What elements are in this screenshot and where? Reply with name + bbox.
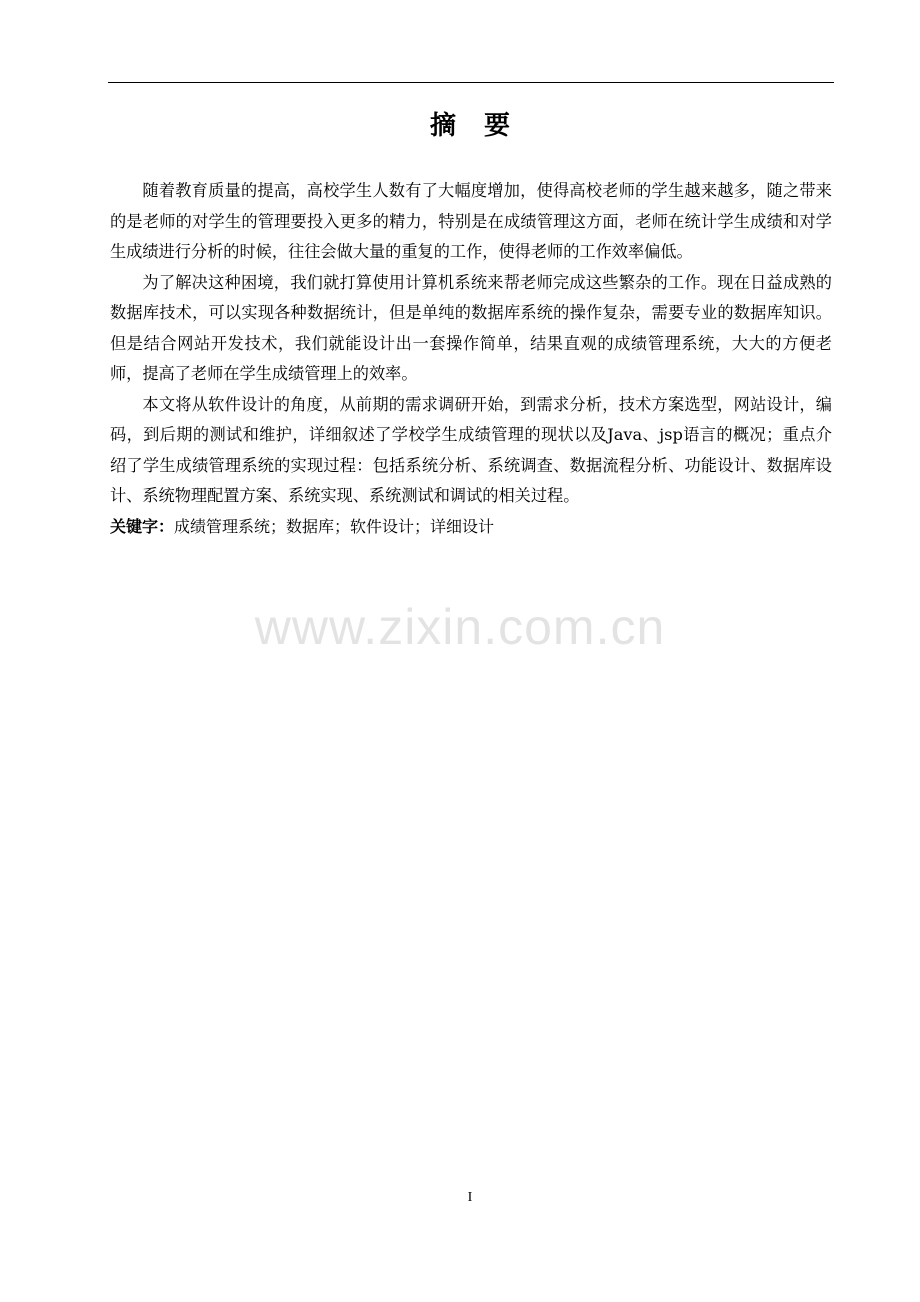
page-number: I: [467, 1190, 473, 1205]
watermark: www.zixin.com.cn: [254, 599, 666, 655]
abstract-body: [110, 176, 832, 542]
abstract-paragraph-3: 本文将从软件设计的角度，从前期的需求调研开始，到需求分析，技术方案选型，网站设计，编码，到后期的测试和维护，详细叙述了学校学生成绩管理的现状以及Java、jsp语言的概况；重点介绍了学生成绩管理系统的实现过程：包括系统分析、系统调查、数据流程分析、功能设计、数据库设计、系统物理配置方案、系统实现、系统测试和调试的相关过程。: [110, 394, 832, 505]
title-char-1: 摘: [429, 111, 458, 141]
abstract-paragraph-2: 为了解决这种困境，我们就打算使用计算机系统来帮老师完成这些繁杂的工作。现在日益成熟的数据库技术，可以实现各种数据统计，但是单纯的数据库系统的操作复杂，需要专业的数据库知识。但是结合网站开发技术，我们就能设计出一套操作简单，结果直观的成绩管理系统，大大的方便老师，提高了老师在学生成绩管理上的效率。: [110, 272, 832, 383]
abstract-paragraph-1: 随着教育质量的提高，高校学生人数有了大幅度增加，使得高校老师的学生越来越多，随之带来的是老师的对学生的管理要投入更多的精力，特别是在成绩管理这方面，老师在统计学生成绩和对学生成绩进行分析的时候，往往会做大量的重复的工作，使得老师的工作效率偏低。: [110, 181, 832, 261]
keywords-line: [110, 512, 832, 543]
keywords-value: 成绩管理系统；数据库；软件设计；详细设计: [174, 516, 495, 536]
header-rule: [108, 82, 834, 83]
page-title: [108, 104, 834, 148]
title-char-2: 要: [484, 111, 513, 141]
keywords-label: 关键字：: [110, 516, 175, 536]
